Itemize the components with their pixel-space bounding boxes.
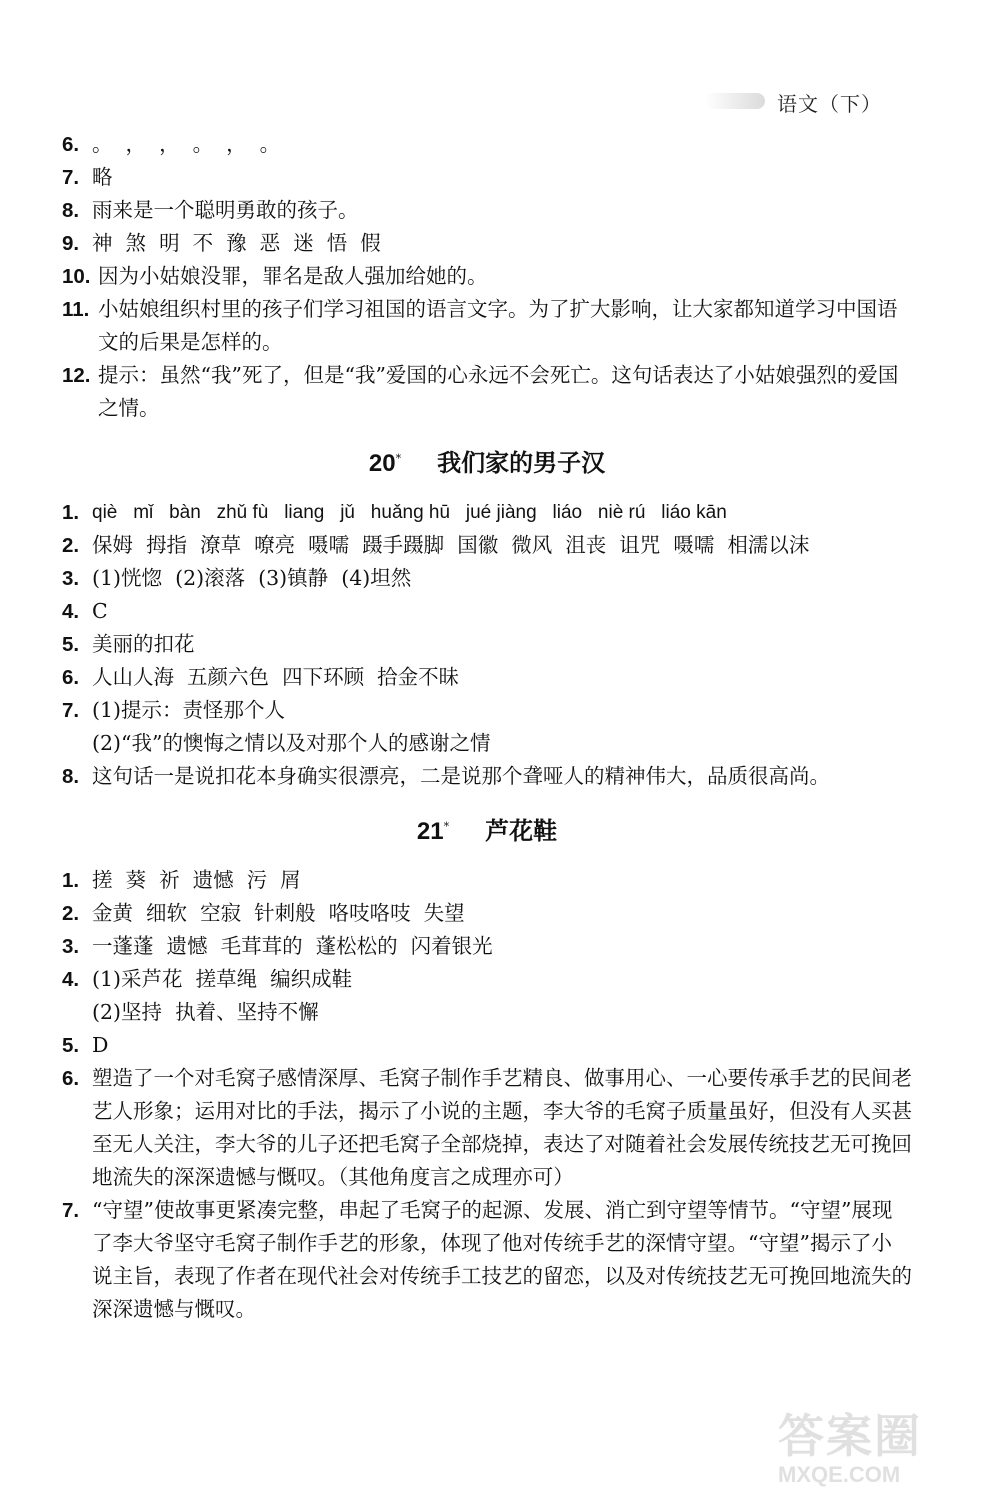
item-number: 5. [62, 633, 80, 656]
lesson-number: 21 [416, 818, 444, 845]
answer-item [62, 529, 912, 562]
answer-subitem: (2)“我”的懊悔之情以及对那个人的感谢之情 [92, 731, 491, 755]
site-watermark [778, 1400, 978, 1487]
item-text: 这句话一是说扣花本身确实很漂亮，二是说那个聋哑人的精神伟大，品质很高尚。 [92, 764, 830, 788]
section-lesson-21 [62, 864, 912, 1326]
item-number: 6. [62, 666, 80, 689]
answer-item [62, 864, 912, 897]
item-text: D [92, 1033, 109, 1057]
item-number: 4. [62, 600, 80, 623]
item-text: 小姑娘组织村里的孩子们学习祖国的语言文字。为了扩大影响，让大家都知道学习中国语文的后果是怎样的。 [98, 297, 898, 354]
item-text: (1)恍惚 (2)滚落 (3)镇静 (4)坦然 [92, 566, 412, 590]
item-number: 7. [62, 699, 80, 722]
item-number: 8. [62, 199, 80, 222]
answer-item [62, 930, 912, 963]
answer-item [62, 359, 912, 425]
item-number: 3. [62, 567, 80, 590]
item-number: 2. [62, 534, 80, 557]
answer-item [62, 194, 912, 227]
item-number: 3. [62, 935, 80, 958]
item-number: 8. [62, 765, 80, 788]
item-text: qiè mǐ bàn zhǔ fù liang jǔ huǎng hū jué jiàng liáo niè rú liáo kān [92, 502, 727, 523]
item-text: (1)采芦花 搓草绳 编织成鞋 [92, 967, 353, 991]
item-number: 4. [62, 968, 80, 991]
item-number: 6. [62, 1067, 80, 1090]
item-number: 6. [62, 133, 80, 156]
answer-content [62, 128, 912, 1326]
lesson-number: 20 [368, 450, 396, 477]
answer-item [62, 760, 912, 793]
item-number: 10. [62, 265, 91, 288]
answer-item [62, 562, 912, 595]
lesson-title-text: 芦花鞋 [485, 816, 558, 845]
item-text: 金黄 细软 空寂 针刺般 咯吱咯吱 失望 [92, 901, 465, 925]
answer-item [62, 496, 912, 529]
answer-item [62, 293, 912, 359]
item-text: 一蓬蓬 遗憾 毛茸茸的 蓬松松的 闪着银光 [92, 934, 493, 958]
item-number: 7. [62, 1199, 80, 1222]
header-decoration [705, 93, 765, 109]
page-header-subject: 语文（下） [777, 92, 882, 116]
item-text: 提示：虽然“我”死了，但是“我”爱国的心永远不会死亡。这句话表达了小姑娘强烈的爱国之情。 [98, 363, 899, 420]
answer-item [62, 1194, 912, 1326]
item-number: 5. [62, 1034, 80, 1057]
answer-item [62, 260, 912, 293]
answer-item [62, 1062, 912, 1194]
item-text: 保姆 拇指 潦草 嘹亮 嗫嚅 蹑手蹑脚 国徽 微风 沮丧 诅咒 嗫嚅 相濡以沫 [92, 533, 810, 557]
item-text: “守望”使故事更紧凑完整，串起了毛窝子的起源、发展、消亡到守望等情节。“守望”展现了李大爷坚守毛窝子制作手艺的形象，体现了他对传统手艺的深情守望。“守望”揭示了小说主旨，表现了作者在现代社会对传统手工技艺的留恋，以及对传统技艺无可挽回地流失的深深遗憾与慨叹。 [92, 1198, 912, 1321]
item-text: 美丽的扣花 [92, 632, 195, 656]
answer-item [62, 595, 912, 628]
answer-item [62, 128, 912, 161]
lesson-title-text: 我们家的男子汉 [437, 448, 606, 477]
answer-item [62, 661, 912, 694]
item-text: 搓 葵 祈 遗憾 污 屑 [92, 868, 301, 892]
item-text: 神 煞 明 不 豫 恶 迷 悟 假 [92, 231, 381, 255]
watermark-url-text: MXQE.COM [778, 1462, 901, 1487]
item-text: 塑造了一个对毛窝子感情深厚、毛窝子制作手艺精良、做事用心、一心要传承手艺的民间老艺人形象；运用对比的手法，揭示了小说的主题，李大爷的毛窝子质量虽好，但没有人买甚至无人关注，李大爷的儿子还把毛窝子全部烧掉，表达了对随着社会发展传统技艺无可挽回地流失的深深遗憾与慨叹。（其他角度言之成理亦可） [92, 1066, 912, 1189]
lesson-20-title [62, 435, 912, 488]
answer-item [62, 161, 912, 194]
item-text: 因为小姑娘没罪，罪名是敌人强加给她的。 [98, 264, 488, 288]
item-text: (1)提示：责怪那个人 [92, 698, 286, 722]
item-number: 12. [62, 364, 91, 387]
item-number: 11. [62, 298, 90, 321]
answer-item [62, 897, 912, 930]
item-text: 略 [92, 165, 113, 189]
item-number: 7. [62, 166, 80, 189]
answer-item [62, 1029, 912, 1062]
answer-item [62, 963, 912, 996]
section-previous-answers [62, 128, 912, 425]
answer-subitem: (2)坚持 执着、坚持不懈 [92, 1000, 319, 1024]
item-text: 人山人海 五颜六色 四下环顾 拾金不昧 [92, 665, 460, 689]
item-number: 1. [62, 501, 80, 524]
item-text: 。 ， ， 。 ， 。 [92, 132, 281, 156]
item-number: 2. [62, 902, 80, 925]
optional-star-mark: * [443, 820, 450, 833]
answer-item [62, 628, 912, 661]
answer-item [62, 694, 912, 727]
watermark-logo-text: 答案圈 [778, 1409, 922, 1463]
section-lesson-20 [62, 496, 912, 793]
item-text: 雨来是一个聪明勇敢的孩子。 [92, 198, 359, 222]
answer-item [62, 227, 912, 260]
optional-star-mark: * [395, 452, 402, 465]
item-text: C [92, 599, 108, 623]
item-number: 9. [62, 232, 80, 255]
item-number: 1. [62, 869, 80, 892]
lesson-21-title [62, 803, 912, 856]
